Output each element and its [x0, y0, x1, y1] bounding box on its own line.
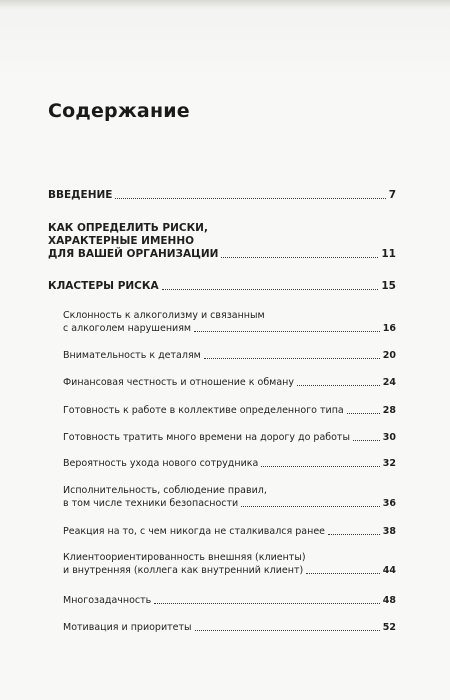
toc-entry-label: Многозадачность [63, 595, 152, 606]
toc-entry-diligence [63, 484, 396, 510]
toc-entry-client-orientation [63, 551, 396, 577]
toc-entry-label: Реакция на то, с чем никогда не сталкивался ранее [63, 526, 326, 537]
toc-page-number: 15 [381, 280, 396, 292]
page-title: Содержание [48, 100, 190, 122]
toc-entry-label: Вероятность ухода нового сотрудника [63, 458, 259, 469]
dot-leader [195, 630, 380, 631]
toc-entry-label: Исполнительность, соблюдение правил, [63, 485, 267, 496]
toc-page-number: 7 [388, 189, 396, 201]
toc-page-number: 44 [382, 565, 396, 576]
toc-entry-turnover [63, 457, 396, 470]
toc-page-number: 52 [382, 622, 396, 633]
toc-entry-attention [63, 349, 396, 362]
toc-page-number: 36 [382, 498, 396, 509]
dot-leader [297, 385, 380, 386]
toc-page-number: 16 [382, 323, 396, 334]
dot-leader [154, 603, 379, 604]
toc-entry-novelty [63, 525, 396, 538]
toc-entry-label: и внутренняя (коллега как внутренний клиент) [63, 565, 304, 576]
toc-entry-risk-clusters [48, 280, 396, 293]
toc-entry-commute [63, 431, 396, 444]
toc-page-number: 28 [382, 405, 396, 416]
toc-entry-label: Финансовая честность и отношение к обману [63, 377, 295, 388]
toc-entry-alcohol [63, 309, 396, 335]
toc-page-number: 32 [382, 458, 396, 469]
toc-entry-label: в том числе техники безопасности [63, 498, 239, 509]
toc-entry-label: КЛАСТЕРЫ РИСКА [48, 280, 159, 292]
dot-leader [353, 440, 380, 441]
toc-entry-label: ВВЕДЕНИЕ [48, 189, 113, 201]
dot-leader [328, 534, 380, 535]
toc-entry-introduction [48, 189, 396, 202]
toc-page-number: 20 [382, 350, 396, 361]
toc-entry-honesty [63, 376, 396, 389]
toc-entry-label: Клиентоориентированность внешняя (клиенты) [63, 552, 306, 563]
dot-leader [194, 331, 380, 332]
dot-leader [115, 198, 385, 199]
page-top-edge [0, 0, 450, 10]
toc-entry-label: Внимательность к деталям [63, 350, 201, 361]
toc-entry-label: Готовность к работе в коллективе определенного типа [63, 405, 344, 416]
toc-entry-label: ДЛЯ ВАШЕЙ ОРГАНИЗАЦИИ [48, 248, 219, 260]
toc-page-number: 24 [382, 377, 396, 388]
toc-entry-label: КАК ОПРЕДЕЛИТЬ РИСКИ, [48, 222, 208, 234]
toc-entry-teamwork [63, 404, 396, 417]
toc-entry-label: Мотивация и приоритеты [63, 622, 192, 633]
dot-leader [204, 358, 380, 359]
dot-leader [162, 289, 379, 290]
toc-page-number: 38 [382, 526, 396, 537]
toc-page-number: 30 [382, 432, 396, 443]
toc-page-number: 11 [381, 248, 396, 260]
toc-page-number: 48 [382, 595, 396, 606]
dot-leader [347, 413, 380, 414]
toc-entry-multitasking [63, 594, 396, 607]
toc-entry-label: Склонность к алкоголизму и связанным [63, 310, 265, 321]
toc-entry-label: ХАРАКТЕРНЫЕ ИМЕННО [48, 235, 195, 247]
dot-leader [261, 466, 379, 467]
dot-leader [221, 257, 378, 258]
dot-leader [306, 573, 380, 574]
dot-leader [241, 506, 380, 507]
toc-entry-label: Готовность тратить много времени на дорогу до работы [63, 432, 350, 443]
toc-entry-motivation [63, 621, 396, 634]
toc-entry-define-risks [48, 222, 396, 261]
toc-entry-label: с алкоголем нарушениям [63, 323, 192, 334]
